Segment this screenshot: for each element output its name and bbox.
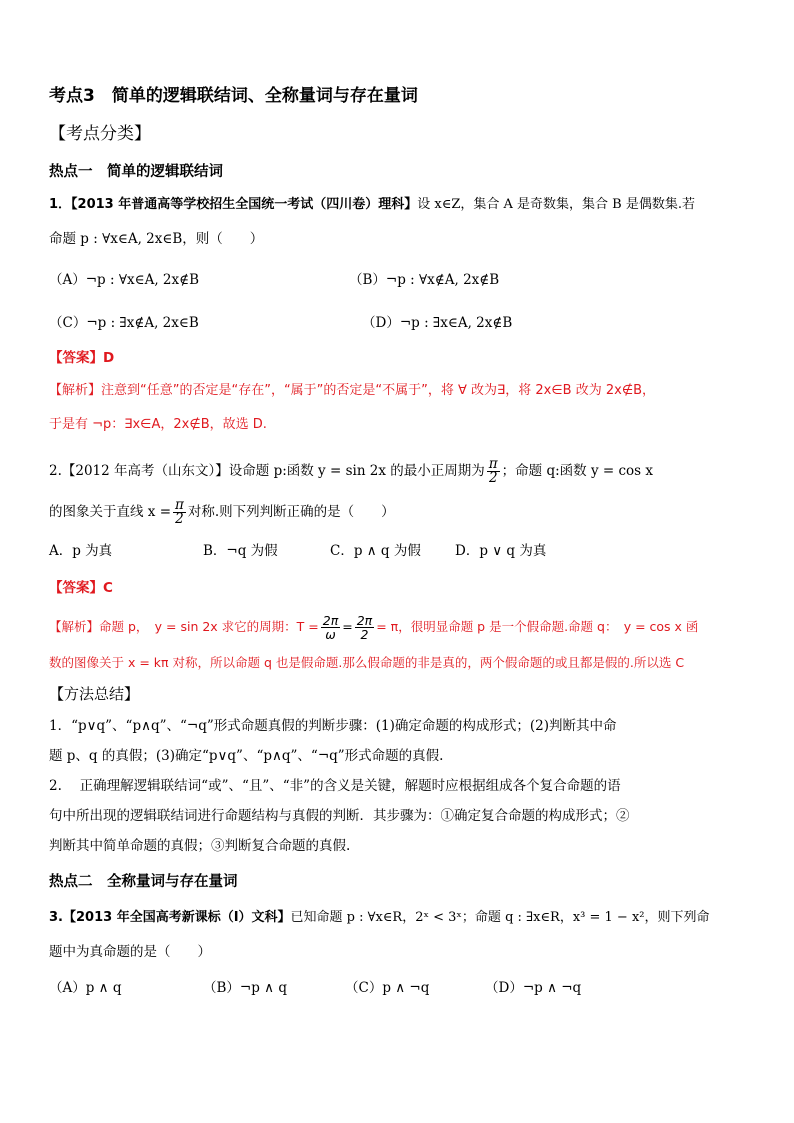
q2-stem-cont: ；命题 q:函数 y = cos x <box>501 463 653 479</box>
q2-line-1 <box>49 456 653 486</box>
q2-option-d: D．p ∨ q 为真 <box>455 543 547 559</box>
q2-option-a: A．p 为真 <box>49 543 113 559</box>
two-pi-over-omega-fraction: $\frac{2\pi}{\omega}$ <box>322 613 339 642</box>
q1-explanation-2: 于是有 ¬p：∃x∈A，2x∉B，故选 D. <box>49 417 267 432</box>
q3-stem-start: 已知命题 p : ∀x∈R，2ˣ < 3ˣ；命题 q : ∃x∈R，x³ = 1 − x²，则下列命 <box>290 910 710 925</box>
pi-over-2-fraction-2: $\frac{\pi}{2}$ <box>175 497 184 527</box>
q1-explanation-1: 【解析】注意到“任意”的否定是“存在”，“属于”的否定是“不属于”，将 ∀ 改为∃，将 2x∈B 改为 2x∉B， <box>49 383 656 398</box>
q1-option-b: （B）¬p : ∀x∉A, 2x∉B <box>349 272 500 288</box>
q3-source: 3.【2013 年全国高考新课标（I）文科】 <box>49 910 291 925</box>
q1-line-2: 命题 p : ∀x∈A, 2x∈B，则（ ） <box>49 231 264 247</box>
q2-stem-start: 2.【2012 年高考（山东文）】设命题 p:函数 y = sin 2x 的最小正周期为 <box>49 463 485 479</box>
method-1-line-1: 1．“p∨q”、“p∧q”、“¬q”形式命题真假的判断步骤：(1)确定命题的构成形式；(2)判断其中命 <box>49 718 617 734</box>
q2-explanation-1: 【解析】命题 p， y = sin 2x 求它的周期：T = $\frac{2\pi}{\omega}$ = $\frac{2\pi}{2}$ = π，很明显命题 p 是一个假命题.命题 q： y = cos x 函 <box>49 613 699 642</box>
page-title: 考点3 简单的逻辑联结词、全称量词与存在量词 <box>49 86 418 106</box>
q2-line-2-end: 对称.则下列判断正确的是（ ） <box>187 504 395 520</box>
q2-option-b: B．¬q 为假 <box>203 543 278 559</box>
method-2-line-3: 判断其中简单命题的真假；③判断复合命题的真假. <box>49 838 351 854</box>
method-heading: 【方法总结】 <box>49 685 140 703</box>
pi-over-2-fraction: $\frac{\pi}{2}$ <box>488 456 498 486</box>
q1-option-c: （C）¬p : ∃x∉A, 2x∈B <box>49 315 199 331</box>
q1-stem-start: 设 x∈Z，集合 A 是奇数集，集合 B 是偶数集.若 <box>417 197 695 212</box>
q1-option-a: （A）¬p : ∀x∈A, 2x∉B <box>49 272 200 288</box>
q2-line-2 <box>49 497 395 527</box>
q3-line-2: 题中为真命题的是（ ） <box>49 944 211 960</box>
q2-answer: 【答案】C <box>49 580 113 596</box>
q2-option-c: C．p ∧ q 为假 <box>330 543 421 559</box>
hot-topic-1-heading: 热点一 简单的逻辑联结词 <box>49 164 223 180</box>
q1-answer: 【答案】D <box>49 350 115 366</box>
q1-option-d: （D）¬p : ∃x∈A, 2x∉B <box>362 315 513 331</box>
two-pi-over-2-fraction: $\frac{2\pi}{2}$ <box>356 613 373 642</box>
q3-option-d: （D）¬p ∧ ¬q <box>485 980 582 996</box>
method-1-line-2: 题 p、q 的真假；(3)确定“p∨q”、“p∧q”、“¬q”形式命题的真假. <box>49 748 444 764</box>
q3-option-c: （C）p ∧ ¬q <box>345 980 430 996</box>
q2-exp-start: 【解析】命题 p， y = sin 2x 求它的周期：T = <box>49 619 319 634</box>
q2-line-2-start: 的图象关于直线 x = <box>49 504 172 520</box>
q3-line-1 <box>49 908 710 928</box>
q2-explanation-2: 数的图像关于 x = kπ 对称，所以命题 q 也是假命题.那么假命题的非是真的，两个假命题的或且都是假的.所以选 C <box>49 655 685 670</box>
q3-option-a: （A）p ∧ q <box>49 980 122 996</box>
section-heading: 【考点分类】 <box>49 124 151 144</box>
method-2-line-2: 句中所出现的逻辑联结词进行命题结构与真假的判断．其步骤为：①确定复合命题的构成形式；② <box>49 808 630 824</box>
q1-source: 1．【2013 年普通高等学校招生全国统一考试（四川卷）理科】 <box>49 197 418 212</box>
q3-option-b: （B）¬p ∧ q <box>203 980 287 996</box>
q1-line-1 <box>49 195 695 215</box>
q2-exp-cont: = π，很明显命题 p 是一个假命题.命题 q： y = cos x 函 <box>376 619 699 634</box>
method-2-line-1: 2. 正确理解逻辑联结词“或”、“且”、“非”的含义是关键，解题时应根据组成各个复合命题的语 <box>49 778 621 794</box>
hot-topic-2-heading: 热点二 全称量词与存在量词 <box>49 874 238 890</box>
